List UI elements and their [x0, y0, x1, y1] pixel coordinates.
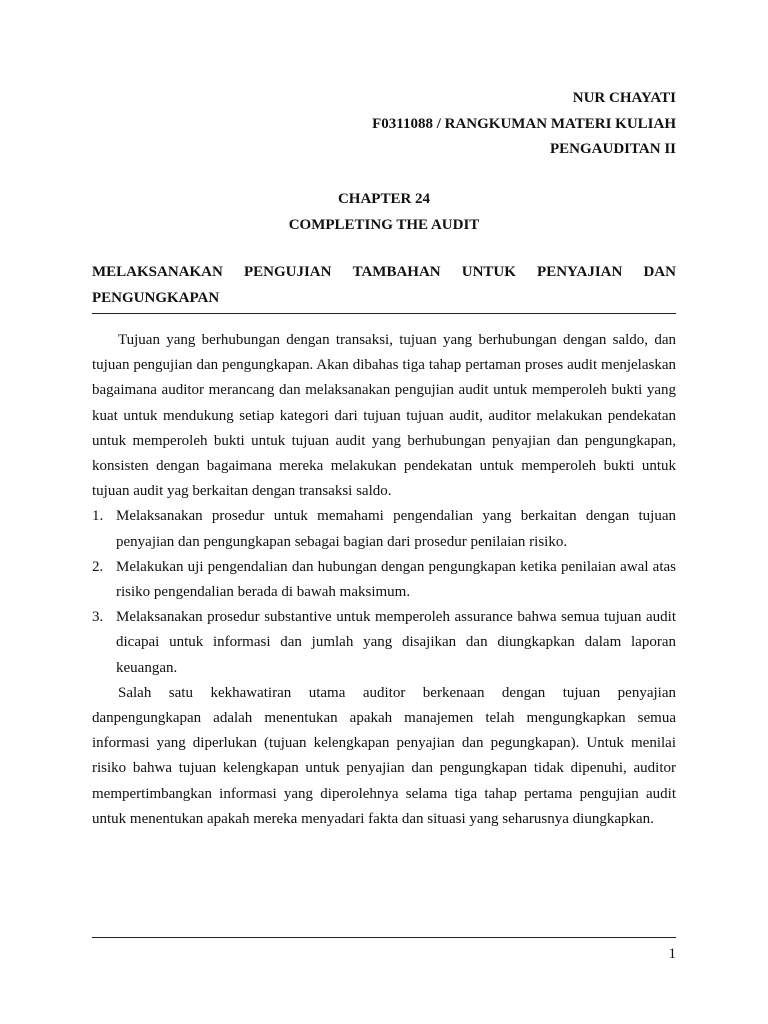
numbered-list [92, 504, 676, 680]
subject-title: PENGAUDITAN II [550, 141, 676, 157]
list-item-text: Melaksanakan prosedur substantive untuk memperoleh assurance bahwa semua tujuan audit dicapai untuk informasi dan jumlah yang disajikan dan diungkapkan dalam laporan keuangan. [116, 609, 676, 676]
heading-word: MELAKSANAKAN [92, 264, 223, 280]
section-heading-line1 [92, 259, 676, 285]
paragraph-intro: Tujuan yang berhubungan dengan transaksi, tujuan yang berhubungan dengan saldo, dan tujuan pengujian dan pengungkapan. Akan dibahas tiga tahap pertaman proses audit menjelaskan bagaimana auditor merancang dan melaksanakan pengujian audit untuk memperoleh bukti yang kuat untuk mendukung setiap kategori dari tujuan tujuan audit, auditor melakukan pendekatan untuk memperoleh bukti untuk tujuan audit yang berhubungan penyajian dan pengungkapan, konsisten dengan bagaimana mereka melakukan pendekatan untuk memperoleh bukti untuk tujuan audit yag berkaitan dengan transaksi saldo. [92, 332, 676, 500]
heading-word: DAN [643, 264, 676, 280]
chapter-heading [0, 187, 768, 238]
list-number: 1. [92, 508, 104, 525]
footer-divider [92, 937, 676, 938]
section-heading-line2: PENGUNGKAPAN [92, 290, 220, 306]
list-item [92, 555, 676, 605]
chapter-number: CHAPTER 24 [337, 191, 431, 207]
paragraph-concern: Salah satu kekhawatiran utama auditor berkenaan dengan tujuan penyajian danpengungkapan adalah menentukan apakah manajemen telah mengungkapkan semua informasi yang diperlukan (tujuan kelengkapan penyajian dan pegungkapan). Untuk menilai risiko bahwa tujuan kelengkapan untuk penyajian dan pengungkapan tidak dipenuhi, auditor mempertimbangkan informasi yang diperolehnya selama tiga tahap pertama pengujian audit untuk menentukan apakah mereka menyadari fakta dan situasi yang seharusnya diungkapkan. [92, 684, 676, 827]
heading-divider [92, 313, 676, 314]
document-header [372, 86, 676, 163]
list-number: 2. [92, 558, 104, 575]
heading-word: PENGUJIAN [243, 264, 332, 280]
author-name: NUR CHAYATI [572, 90, 676, 106]
heading-word: TAMBAHAN [352, 264, 441, 280]
course-line: F0311088 / RANGKUMAN MATERI KULIAH [372, 115, 676, 132]
list-number: 3. [92, 609, 104, 626]
list-item-text: Melakukan uji pengendalian dan hubungan dengan pengungkapan ketika penilaian awal atas risiko pengendalian berada di bawah maksimum. [116, 558, 676, 601]
list-item [92, 605, 676, 681]
heading-word: UNTUK [461, 264, 516, 280]
heading-word: PENYAJIAN [537, 264, 623, 280]
section-heading [92, 259, 676, 311]
list-item-text: Melaksanakan prosedur untuk memahami pengendalian yang berkaitan dengan tujuan penyajian dan pengungkapan sebagai bagian dari prosedur penilaian risiko. [116, 508, 676, 550]
page-number: 1 [668, 946, 676, 962]
list-item [92, 504, 676, 554]
chapter-title: COMPLETING THE AUDIT [288, 216, 480, 233]
body-text [92, 328, 676, 832]
